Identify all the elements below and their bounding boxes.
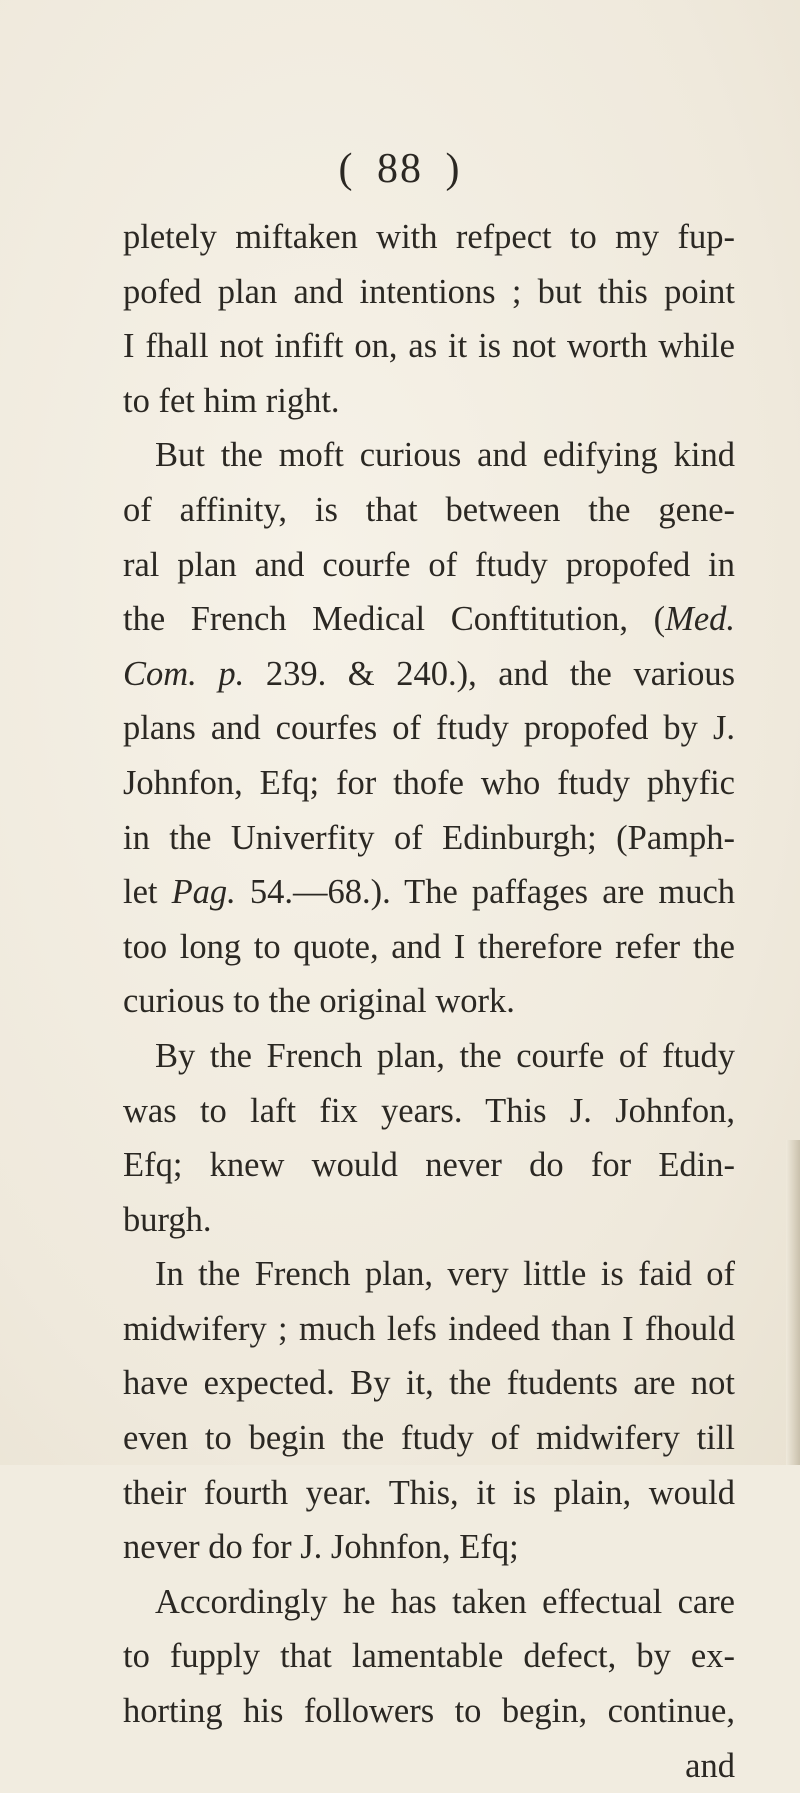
text-line: Johnfon, Efq; for thofe who ftudy phyfic [123,763,735,802]
text-line: I fhall not infift on, as it is not worth while [123,327,735,366]
text-body [123,210,735,1793]
text-line: was to laft fix years. This J. Johnfon, [123,1091,735,1130]
text-line: midwifery ; much lefs indeed than I fhould [123,1309,735,1348]
text-line: of affinity, is that between the gene- [123,490,735,529]
text-line: their fourth year. This, it is plain, would [123,1473,735,1512]
text-line: plans and courfes of ftudy propofed by J. [123,709,735,748]
text-line: to fet him right. [123,381,340,420]
text-line: to fupply that lamentable defect, by ex- [123,1637,735,1676]
text-line: Efq; knew would never do for Edin- [123,1146,735,1185]
text-line: never do for J. Johnfon, Efq; [123,1528,519,1567]
text-line: even to begin the ftudy of midwifery till [123,1419,735,1458]
text-line: curious to the original work. [123,982,515,1021]
open-paren: ( [338,146,355,192]
text-line: pofed plan and intentions ; but this point [123,272,735,311]
text-line: By the French plan, the courfe of ftudy [155,1036,735,1075]
text-line: But the moft curious and edifying kind [155,436,735,475]
text-line: have expected. By it, the ftudents are not [123,1364,735,1403]
text-line: in the Univerfity of Edinburgh; (Pamph- [123,818,735,857]
text-line: Accordingly he has taken effectual care [155,1582,735,1621]
page-number: 88 [377,146,423,192]
text-line: pletely miftaken with refpect to my fup- [123,218,735,256]
text-line: burgh. [123,1200,212,1239]
text-line: horting his followers to begin, continue, [123,1692,735,1731]
text-line: too long to quote, and I therefore refer the [123,927,735,966]
text-line: Com. p. 239. & 240.), and the various [123,654,736,693]
page-edge [786,1140,800,1465]
catchword: and [685,1746,735,1785]
page-header [0,145,800,193]
text-line: ral plan and courfe of ftudy propofed in [123,545,735,584]
text-line: let Pag. 54.—68.). The paffages are much [123,873,736,912]
text-line: the French Medical Conftitution, (Med. [123,600,736,639]
text-line: In the French plan, very little is faid of [155,1255,735,1294]
close-paren: ) [445,146,462,192]
